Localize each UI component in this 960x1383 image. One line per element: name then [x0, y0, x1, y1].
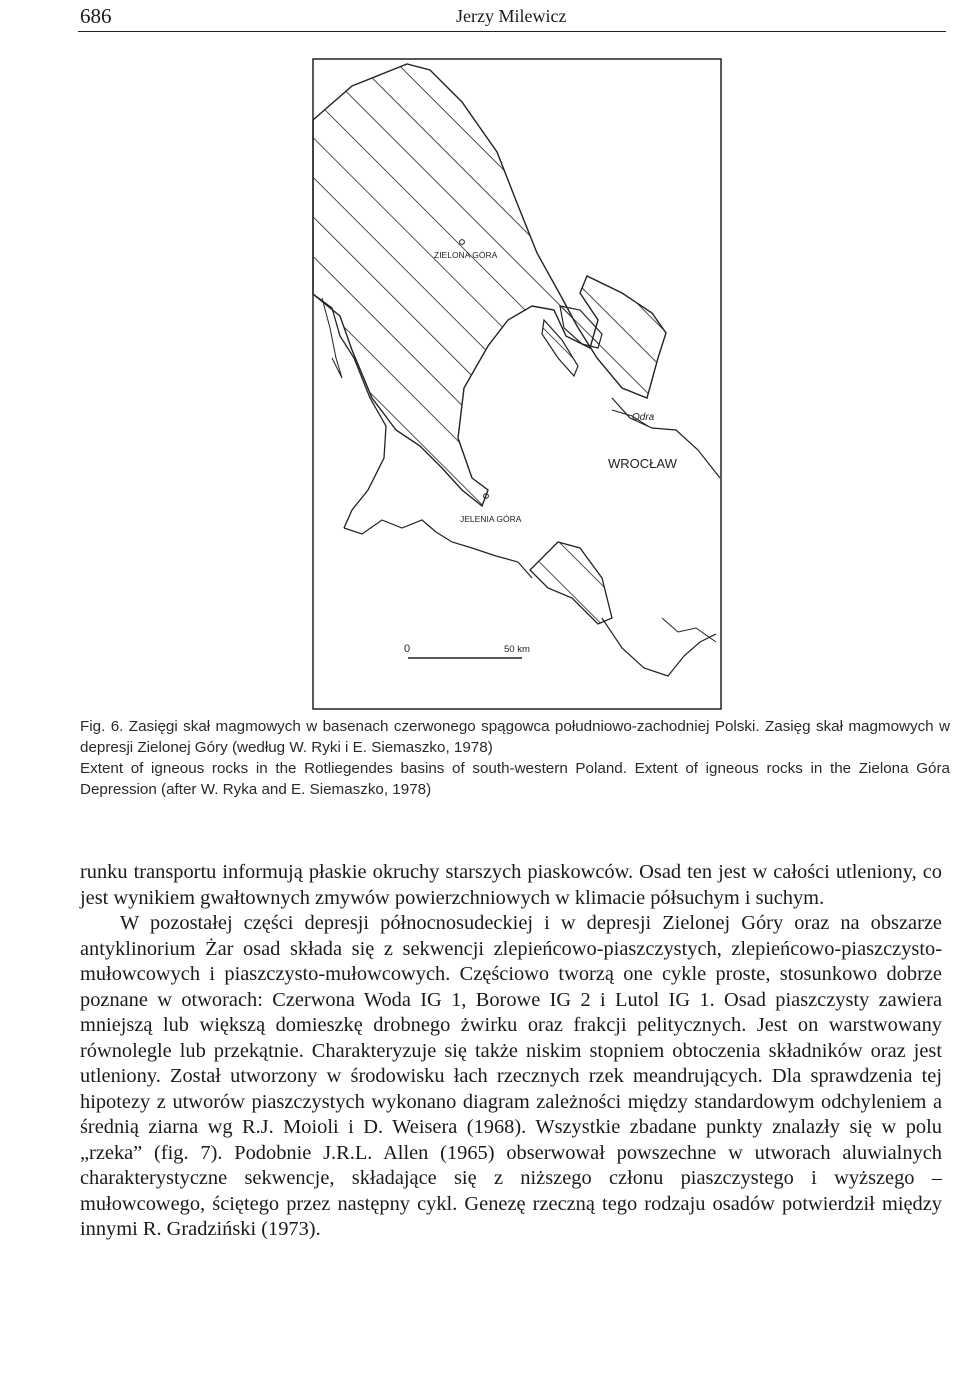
- scale-label-end: 50 km: [504, 644, 530, 655]
- caption-english: Extent of igneous rocks in the Rotliegendes basins of south-western Poland. Extent of igneous rocks in the Zielona Góra Depression (after W. Ryka and E. Siemaszko, 1978): [80, 760, 950, 798]
- label-jelenia-gora: JELENIA GÓRA: [460, 514, 522, 524]
- label-wroclaw: WROCŁAW: [608, 456, 677, 471]
- figure-caption: [80, 716, 950, 800]
- body-text: [80, 860, 942, 1243]
- figure-map: [312, 58, 722, 710]
- body-paragraph-1: runku transportu informują płaskie okruchy starszych piaskowców. Osad ten jest w całości utleniony, co jest wynikiem gwałtownych zmywów powierzchniowych w klimacie półsuchym i suchym.: [80, 861, 942, 909]
- scale-label-zero: 0: [404, 643, 411, 655]
- header-rule: [78, 31, 946, 32]
- map-svg: [312, 58, 722, 710]
- body-paragraph-2: W pozostałej części depresji północnosudeckiej i w depresji Zielonej Góry oraz na obszarze antyklinorium Żar osad składa się z sekwencji zlepieńcowo-piaszczystych, zlepieńcowo-piaszczysto-mułowcowych i piaszczysto-mułowcowych. Częściowo tworzą one cykle proste, stosunkowo dobrze poznane w otworach: Czerwona Woda IG 1, Borowe IG 2 i Lutol IG 1. Osad piaszczysty zawiera mniejszą lub większą domieszkę drobnego żwirku oraz frakcji pelitycznych. Jest on warstwowany równolegle lub przekątnie. Charakteryzuje się także niskim stopniem obtoczenia składników oraz jest utleniony. Został utworzony w środowisku łach rzecznych rzek meandrujących. Dla sprawdzenia tej hipotezy z utworów piaszczystych wykonano diagram zależności między standardowym odchyleniem a średnią ziarna wg R.J. Moioli i D. Weisera (1968). Wszystkie zbadane punkty znalazły się w polu „rzeka” (fig. 7). Podobnie J.R.L. Allen (1965) obserwował powszechne w utworach aluwialnych charakterystyczne sekwencje, składające się z niższego członu piaszczystego i wyższego – mułowcowego, ściętego przez następny cykl. Genezę rzeczną tego rodzaju osadów potwierdził między innymi R. Gradziński (1973).: [80, 912, 942, 1240]
- running-head-author: Jerzy Milewicz: [456, 6, 567, 26]
- caption-polish: Fig. 6. Zasięgi skał magmowych w basenach czerwonego spągowca południowo-zachodniej Polski. Zasięg skał magmowych w depresji Zielonej Góry (według W. Ryki i E. Siemaszko, 1978): [80, 718, 950, 756]
- page-number: 686: [80, 4, 112, 28]
- label-zielona-gora: ZIELONA GÓRA: [434, 250, 498, 260]
- label-odra: Odra: [632, 412, 655, 423]
